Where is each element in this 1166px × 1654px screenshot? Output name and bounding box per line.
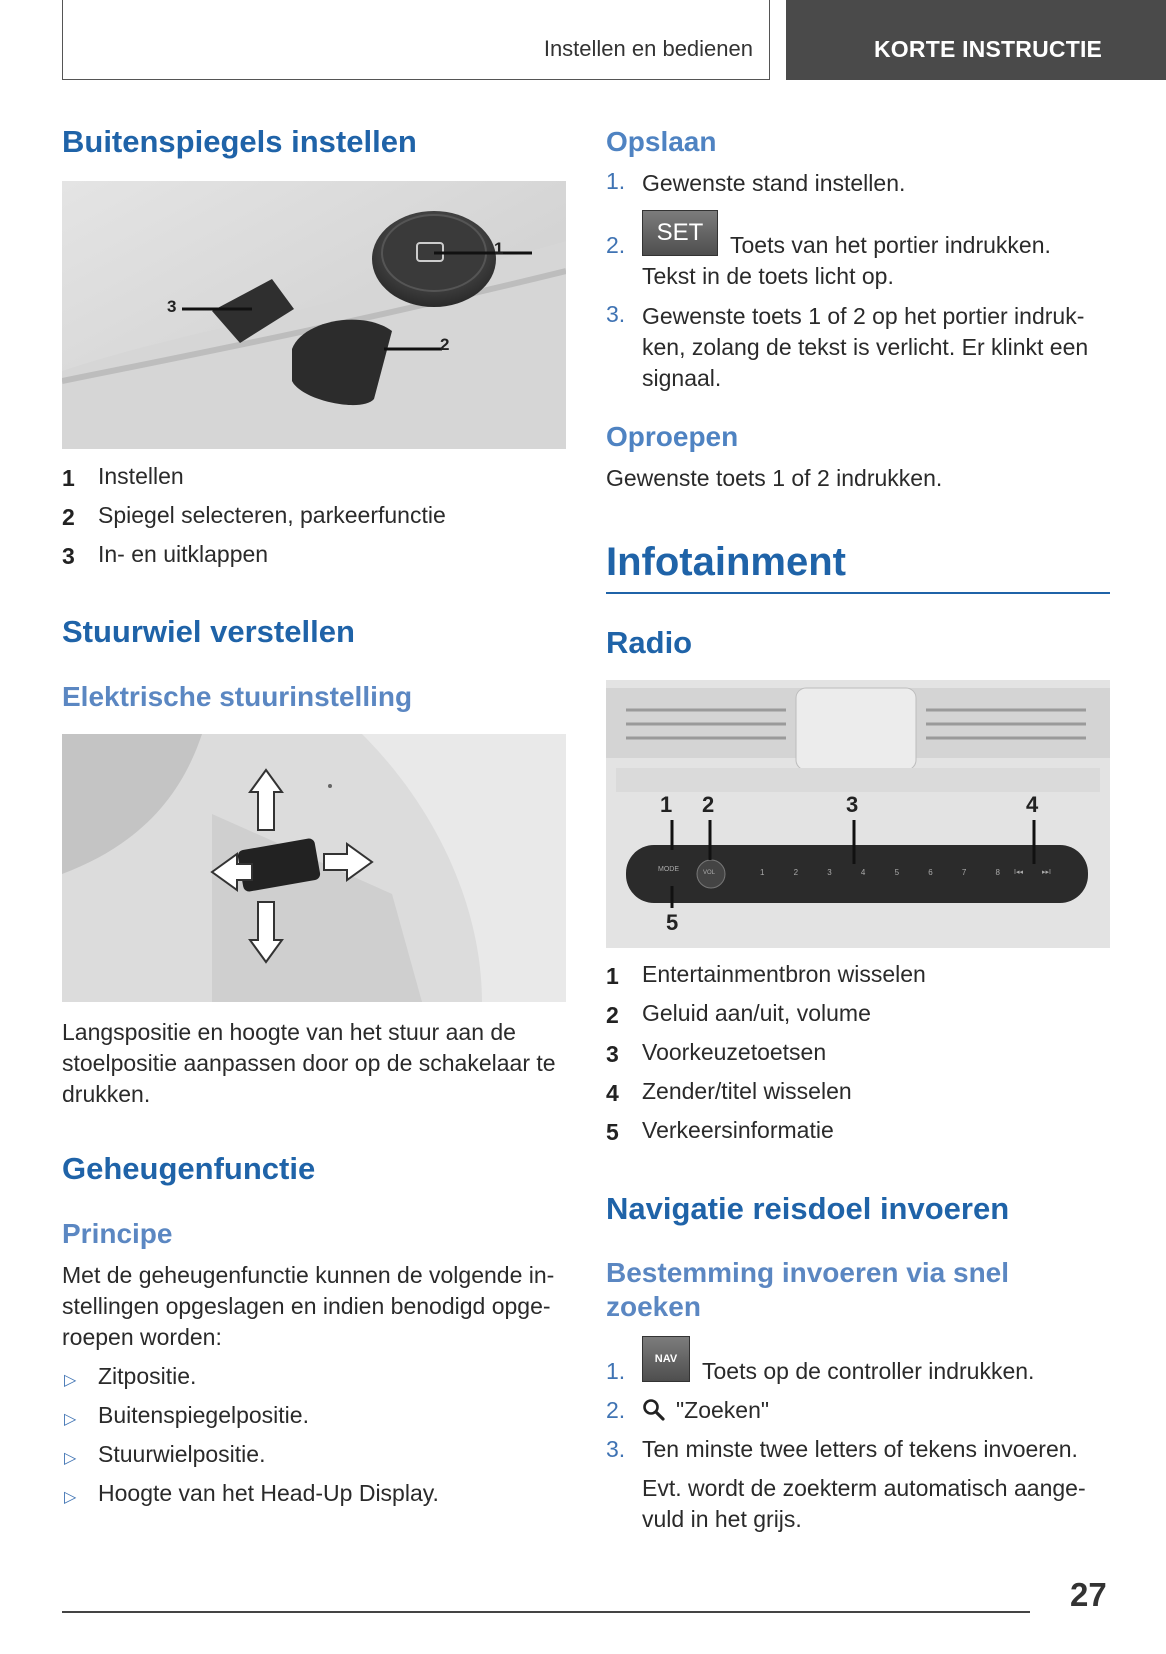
triangle-bullet-icon: ▷ <box>64 1489 77 1506</box>
legend-number: 3 <box>606 1041 619 1067</box>
step-text: ken, zolang de tekst is verlicht. Er klinkt een <box>642 334 1089 360</box>
radio-preset-label: 1 <box>760 868 765 877</box>
radio-callout-2: 2 <box>702 792 715 817</box>
legend-number: 5 <box>606 1119 619 1145</box>
legend-text: Entertainmentbron wisselen <box>642 961 926 987</box>
page-number: 27 <box>1070 1576 1107 1613</box>
legend-number: 2 <box>62 504 75 530</box>
radio-panel-figure <box>606 680 1110 948</box>
header-frame <box>62 0 770 80</box>
navigation-heading: Navigatie reisdoel invoeren <box>606 1191 1010 1226</box>
step-text: Toets van het portier indrukken. <box>730 232 1051 258</box>
radio-preset-label: 5 <box>894 868 900 877</box>
radio-preset-label: 3 <box>827 868 832 877</box>
step-text: Gewenste stand instellen. <box>642 170 906 196</box>
bullet-text: Zitpositie. <box>98 1363 197 1389</box>
bullet-text: Hoogte van het Head-Up Display. <box>98 1480 439 1506</box>
legend-number: 1 <box>62 465 75 491</box>
radio-callout-5: 5 <box>666 910 679 935</box>
radio-preset-label: 8 <box>995 868 1000 877</box>
legend-number: 3 <box>62 543 75 569</box>
set-key-icon <box>642 210 718 256</box>
step-text: Gewenste toets 1 of 2 op het portier indruk- <box>642 303 1085 329</box>
infotainment-heading: Infotainment <box>606 540 846 584</box>
mirror-controls-figure <box>62 181 566 449</box>
radio-preset-label: 6 <box>928 868 933 877</box>
radio-preset-label: 7 <box>961 868 967 877</box>
mirrors-heading: Buitenspiegels instellen <box>62 124 417 159</box>
step-number: 1. <box>606 168 626 194</box>
search-icon <box>642 1398 666 1422</box>
step-text: "Zoeken" <box>676 1397 770 1423</box>
legend-number: 4 <box>606 1080 619 1106</box>
step-text: Ten minste twee letters of tekens invoeren. <box>642 1436 1078 1462</box>
step-note: Evt. wordt de zoekterm automatisch aange- <box>642 1475 1086 1501</box>
legend-text: In- en uitklappen <box>98 541 269 567</box>
radio-callout-4: 4 <box>1026 792 1039 817</box>
body-line: Langspositie en hoogte van het stuur aan de <box>62 1019 516 1045</box>
mirror-callout-2: 2 <box>440 335 450 354</box>
radio-prev-label: I◂◂ <box>1014 869 1023 876</box>
mirror-controls-illustration <box>62 181 566 449</box>
memory-subheading: Principe <box>62 1218 173 1249</box>
mirror-callout-3: 3 <box>167 297 177 316</box>
infotainment-rule <box>606 592 1110 594</box>
step-text: Toets op de controller indrukken. <box>702 1358 1035 1384</box>
legend-text: Spiegel selecteren, parkeerfunctie <box>98 502 446 528</box>
steering-heading: Stuurwiel verstellen <box>62 614 355 649</box>
step-number: 3. <box>606 301 626 327</box>
radio-vol-label: VOL <box>703 870 716 876</box>
step-number: 1. <box>606 1358 626 1384</box>
body-line: roepen worden: <box>62 1324 222 1350</box>
radio-preset-row <box>760 868 1000 877</box>
body-line: stoelpositie aanpassen door op de schakelaar te <box>62 1050 556 1076</box>
bullet-text: Stuurwielpositie. <box>98 1441 266 1467</box>
header-section-title: Instellen en bedienen <box>543 36 753 61</box>
steering-switch-figure <box>62 734 566 1002</box>
body-line: stellingen opgeslagen en indien benodigd opge- <box>62 1293 551 1319</box>
body-line: Met de geheugenfunctie kunnen de volgende in- <box>62 1262 555 1288</box>
triangle-bullet-icon: ▷ <box>64 1411 77 1428</box>
step-note: vuld in het grijs. <box>642 1506 802 1532</box>
footer-rule <box>62 1611 1030 1613</box>
steering-subheading: Elektrische stuurinstelling <box>62 681 413 712</box>
bullet-text: Buitenspiegelpositie. <box>98 1402 309 1428</box>
legend-text: Zender/titel wisselen <box>642 1078 852 1104</box>
step-number: 2. <box>606 232 626 258</box>
mirror-callout-1: 1 <box>494 239 504 258</box>
set-key-label: SET <box>656 219 704 246</box>
steering-switch-illustration <box>62 734 566 1002</box>
navigation-subheading: Bestemming invoeren via snel <box>606 1257 1010 1288</box>
legend-text: Verkeersinformatie <box>642 1117 834 1143</box>
radio-callout-3: 3 <box>846 792 859 817</box>
recall-text: Gewenste toets 1 of 2 indrukken. <box>606 465 943 491</box>
radio-preset-label: 4 <box>860 868 866 877</box>
legend-text: Instellen <box>98 463 184 489</box>
legend-text: Geluid aan/uit, volume <box>642 1000 871 1026</box>
recall-heading: Oproepen <box>606 421 739 452</box>
navigation-subheading-continued: zoeken <box>606 1291 701 1322</box>
step-number: 2. <box>606 1397 626 1423</box>
step-text: signaal. <box>642 365 722 391</box>
triangle-bullet-icon: ▷ <box>64 1450 77 1467</box>
header-chapter-tab <box>786 0 1166 80</box>
memory-heading: Geheugenfunctie <box>62 1151 316 1186</box>
header-chapter-label: KORTE INSTRUCTIE <box>874 36 1103 62</box>
step-text-continued: Tekst in de toets licht op. <box>642 263 894 289</box>
body-line: drukken. <box>62 1081 151 1107</box>
step-number: 3. <box>606 1436 626 1462</box>
radio-preset-label: 2 <box>793 868 799 877</box>
nav-key-label: NAV <box>654 1353 678 1365</box>
triangle-bullet-icon: ▷ <box>64 1372 77 1389</box>
legend-text: Voorkeuzetoetsen <box>642 1039 827 1065</box>
legend-number: 1 <box>606 963 619 989</box>
legend-number: 2 <box>606 1002 619 1028</box>
radio-heading: Radio <box>606 625 693 660</box>
radio-callout-1: 1 <box>660 792 673 817</box>
radio-mode-label: MODE <box>658 866 679 873</box>
radio-next-label: ▸▸I <box>1042 869 1051 876</box>
nav-key-icon <box>642 1336 690 1382</box>
save-heading: Opslaan <box>606 126 717 157</box>
